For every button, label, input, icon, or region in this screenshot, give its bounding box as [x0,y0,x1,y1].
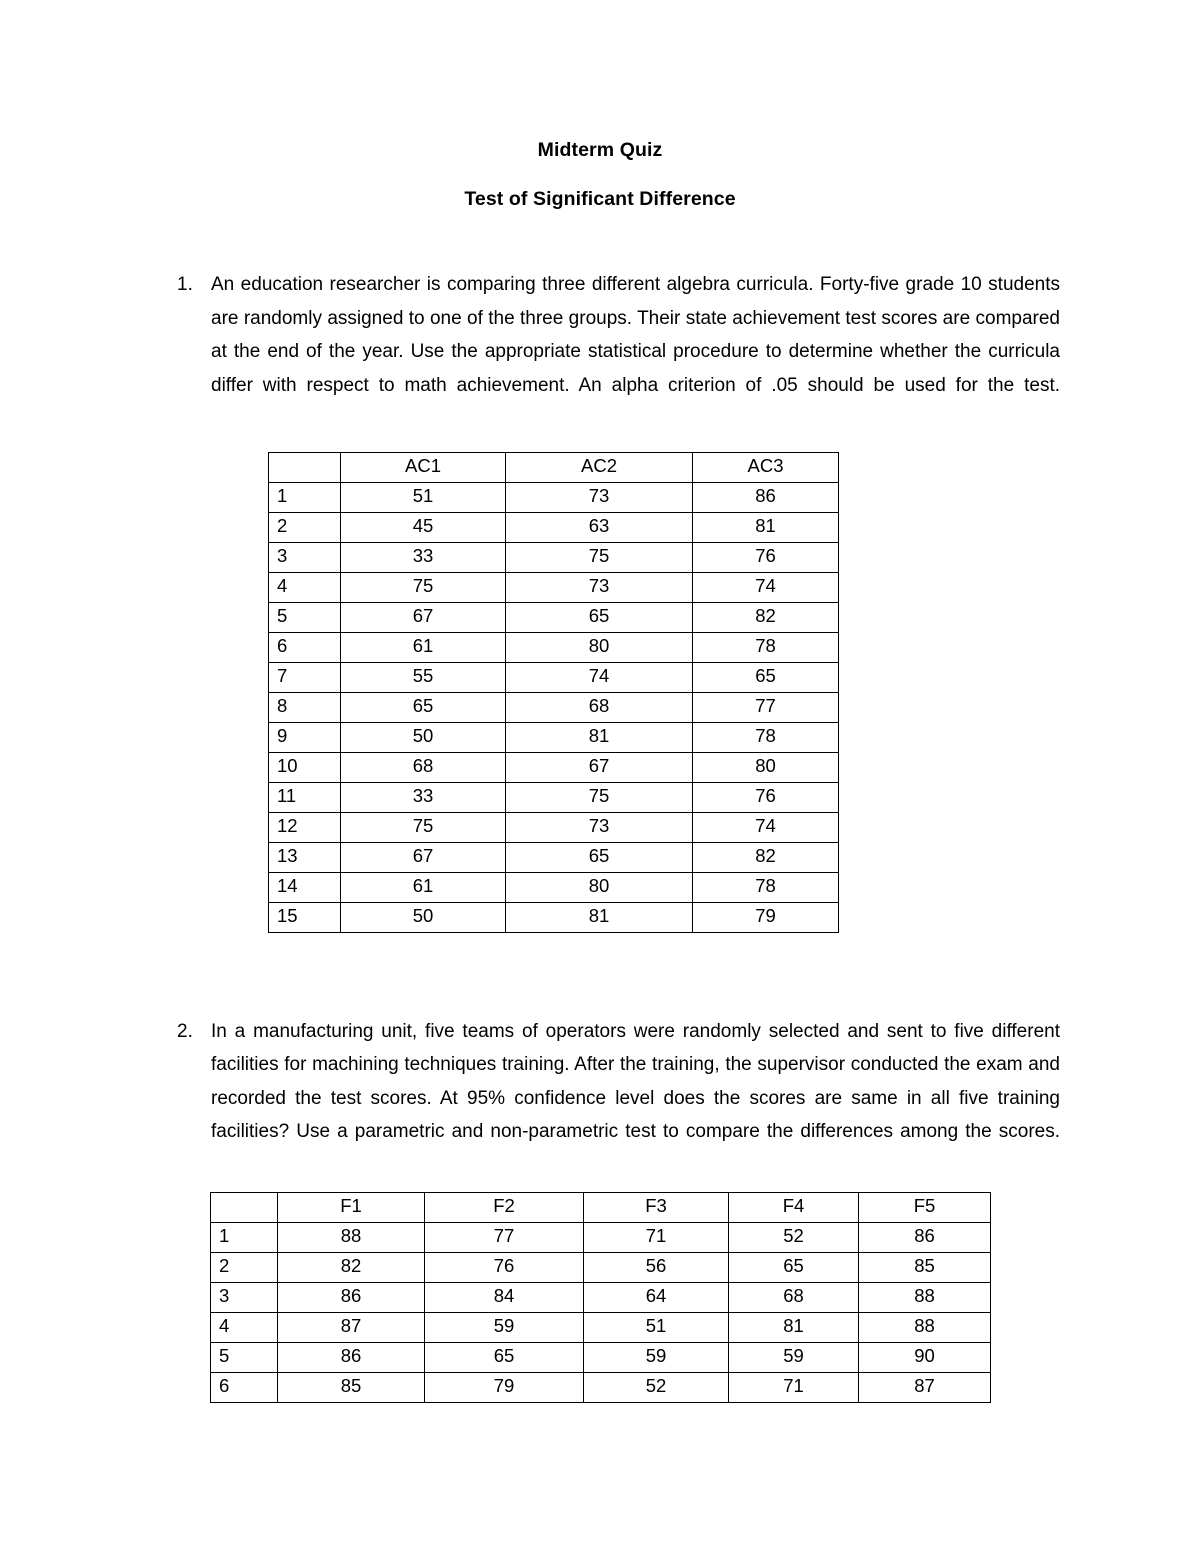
page-title: Midterm Quiz [537,139,663,161]
data-cell: 87 [859,1373,991,1403]
list-marker: 2. [177,1020,193,1042]
table-row [211,1223,991,1253]
column-header: AC1 [341,453,506,483]
data-cell: 68 [729,1283,859,1313]
data-cell: 80 [693,753,839,783]
table-row [269,513,839,543]
row-index-cell: 2 [211,1253,278,1283]
table-row [211,1373,991,1403]
data-cell: 61 [341,873,506,903]
data-cell: 86 [278,1283,425,1313]
data-cell: 88 [859,1283,991,1313]
data-cell: 67 [341,603,506,633]
table-row [269,573,839,603]
table-row [269,483,839,513]
data-cell: 65 [506,843,693,873]
table-body [211,1223,991,1403]
table-header [269,453,839,483]
column-header: F4 [729,1193,859,1223]
data-cell: 82 [693,603,839,633]
data-cell: 81 [729,1313,859,1343]
table-row [269,873,839,903]
column-header: AC3 [693,453,839,483]
data-cell: 67 [341,843,506,873]
data-cell: 85 [859,1253,991,1283]
data-cell: 71 [729,1373,859,1403]
data-cell: 75 [341,813,506,843]
data-cell: 67 [506,753,693,783]
data-cell: 82 [693,843,839,873]
data-cell: 52 [584,1373,729,1403]
data-cell: 74 [506,663,693,693]
question-text: In a manufacturing unit, five teams of operators were randomly selected and sent to five different facilities for machining techniques training. After the training, the supervisor conducted the exam and recorded the test scores. At 95% confidence level does the scores are same in all five training facilities? Use a parametric and non-parametric test to compare the differences among the scores. [211,1020,1060,1142]
table-body [269,483,839,933]
row-index-cell: 13 [269,843,341,873]
data-cell: 90 [859,1343,991,1373]
table-row [269,603,839,633]
data-cell: 80 [506,873,693,903]
column-header: F5 [859,1193,991,1223]
data-cell: 64 [584,1283,729,1313]
row-index-cell: 2 [269,513,341,543]
data-cell: 74 [693,813,839,843]
training-facility-table-container [210,1192,991,1403]
training-facility-table [210,1192,991,1403]
table-row [269,663,839,693]
data-cell: 82 [278,1253,425,1283]
column-header: F3 [584,1193,729,1223]
question-text: An education researcher is comparing three different algebra curricula. Forty-five grade 10 students are randomly assigned to one of the three groups. Their state achievement test scores are compared at the end of the year. Use the appropriate statistical procedure to determine whether the curricula differ with respect to math achievement. An alpha criterion of .05 should be used for the test. [211,274,1060,396]
data-cell: 65 [729,1253,859,1283]
row-index-cell: 5 [211,1343,278,1373]
list-marker: 1. [177,274,193,295]
data-cell: 52 [729,1223,859,1253]
data-cell: 86 [278,1343,425,1373]
data-cell: 65 [693,663,839,693]
data-cell: 56 [584,1253,729,1283]
row-index-cell: 15 [269,903,341,933]
data-cell: 71 [584,1223,729,1253]
data-cell: 45 [341,513,506,543]
row-index-cell: 8 [269,693,341,723]
data-cell: 78 [693,723,839,753]
data-cell: 84 [425,1283,584,1313]
data-cell: 78 [693,873,839,903]
row-index-cell: 9 [269,723,341,753]
data-cell: 86 [859,1223,991,1253]
data-cell: 88 [278,1223,425,1253]
column-header: AC2 [506,453,693,483]
row-index-cell: 6 [211,1373,278,1403]
data-cell: 85 [278,1373,425,1403]
data-cell: 75 [506,783,693,813]
data-cell: 51 [341,483,506,513]
table-row [211,1313,991,1343]
data-cell: 65 [425,1343,584,1373]
data-cell: 50 [341,903,506,933]
data-cell: 73 [506,573,693,603]
data-cell: 78 [693,633,839,663]
algebra-curricula-table-container [268,452,839,933]
row-index-cell: 14 [269,873,341,903]
data-cell: 65 [506,603,693,633]
data-cell: 63 [506,513,693,543]
table-row [269,783,839,813]
row-index-header [211,1193,278,1223]
table-row [269,633,839,663]
row-index-cell: 1 [269,483,341,513]
data-cell: 81 [693,513,839,543]
row-index-cell: 10 [269,753,341,783]
data-cell: 74 [693,573,839,603]
data-cell: 75 [341,573,506,603]
data-cell: 73 [506,813,693,843]
data-cell: 33 [341,783,506,813]
column-header: F2 [425,1193,584,1223]
table-row [211,1343,991,1373]
data-cell: 75 [506,543,693,573]
table-row [211,1283,991,1313]
row-index-cell: 7 [269,663,341,693]
data-cell: 51 [584,1313,729,1343]
row-index-cell: 4 [269,573,341,603]
data-cell: 88 [859,1313,991,1343]
data-cell: 50 [341,723,506,753]
data-cell: 81 [506,903,693,933]
table-row [269,693,839,723]
table-row [269,753,839,783]
question-item-2 [0,1015,1200,1183]
data-cell: 76 [693,783,839,813]
data-cell: 86 [693,483,839,513]
data-cell: 59 [425,1313,584,1343]
data-cell: 59 [584,1343,729,1373]
row-index-cell: 4 [211,1313,278,1343]
algebra-curricula-table [268,452,839,933]
data-cell: 33 [341,543,506,573]
data-cell: 68 [341,753,506,783]
data-cell: 65 [341,693,506,723]
data-cell: 55 [341,663,506,693]
row-index-cell: 3 [211,1283,278,1313]
data-cell: 77 [425,1223,584,1253]
row-index-cell: 1 [211,1223,278,1253]
row-index-header [269,453,341,483]
data-cell: 76 [425,1253,584,1283]
data-cell: 79 [693,903,839,933]
row-index-cell: 3 [269,543,341,573]
page-subtitle: Test of Significant Difference [464,187,736,210]
table-row [269,843,839,873]
row-index-cell: 6 [269,633,341,663]
row-index-cell: 12 [269,813,341,843]
table-header [211,1193,991,1223]
table-header-row [269,453,839,483]
column-header: F1 [278,1193,425,1223]
data-cell: 76 [693,543,839,573]
table-header-row [211,1193,991,1223]
data-cell: 77 [693,693,839,723]
table-row [269,813,839,843]
data-cell: 81 [506,723,693,753]
data-cell: 87 [278,1313,425,1343]
data-cell: 68 [506,693,693,723]
data-cell: 80 [506,633,693,663]
data-cell: 79 [425,1373,584,1403]
table-row [269,543,839,573]
row-index-cell: 11 [269,783,341,813]
table-row [269,903,839,933]
data-cell: 61 [341,633,506,663]
data-cell: 59 [729,1343,859,1373]
question-item-1 [0,268,1200,436]
table-row [211,1253,991,1283]
row-index-cell: 5 [269,603,341,633]
table-row [269,723,839,753]
data-cell: 73 [506,483,693,513]
